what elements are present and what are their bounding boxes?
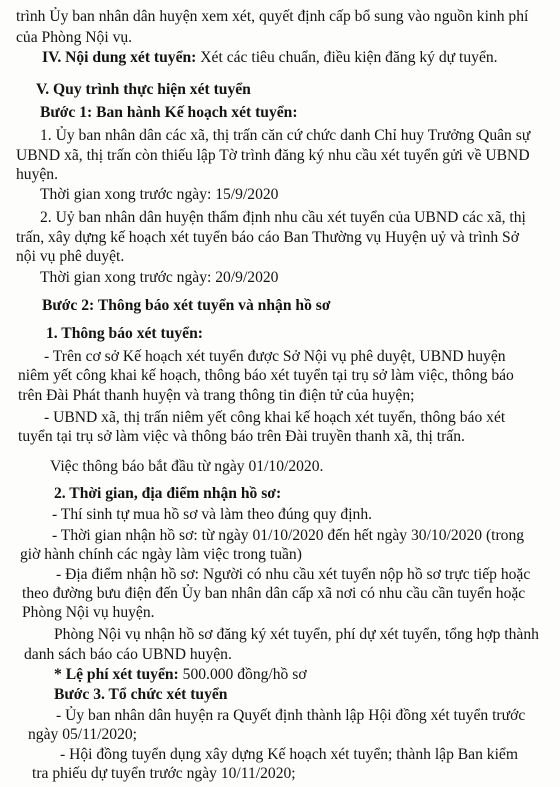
text-line: ngày 05/11/2020;	[28, 725, 138, 743]
text-line: Thời gian xong trước ngày: 20/9/2020	[40, 269, 279, 287]
text-line: theo đường bưu điện đến Ủy ban nhân dân cấp xã nơi có nhu cầu cần tuyển hoặc	[22, 585, 526, 603]
step3-heading: Bước 3. Tổ chức xét tuyển	[54, 686, 228, 703]
fee-line	[54, 666, 307, 684]
step2-heading: Bước 2: Thông báo xét tuyển và nhận hồ sơ	[42, 296, 331, 314]
text-line: Việc thông báo bắt đầu từ ngày 01/10/2020.	[50, 457, 324, 475]
section-iv-heading: IV. Nội dung xét tuyển:	[42, 49, 197, 67]
text-line: Phòng Nội vụ huyện.	[22, 604, 155, 622]
text-line: Thời gian xong trước ngày: 15/9/2020	[40, 185, 279, 203]
text-line: 2. Uỷ ban nhân dân huyện thẩm định nhu cầu xét tuyển của UBND các xã, thị	[40, 209, 526, 227]
text-line: danh sách báo cáo UBND huyện.	[24, 645, 232, 663]
text-line: - Địa điểm nhận hồ sơ: Người có nhu cầu xét tuyển nộp hồ sơ trực tiếp hoặc	[56, 565, 531, 583]
text-line: - Thí sinh tự mua hồ sơ và làm theo đúng quy định.	[52, 506, 373, 524]
text-line: tra phiếu dự tuyển trước ngày 10/11/2020;	[32, 765, 296, 782]
fee-label: * Lệ phí xét tuyển:	[54, 666, 179, 684]
text-line: giờ hành chính các ngày làm việc trong tuần)	[20, 545, 302, 563]
text-line: trấn, xây dựng kế hoạch xét tuyển báo cáo Ban Thường vụ Huyện uỷ và trình Sở	[16, 229, 519, 246]
text-line: niêm yết công khai kế hoạch, thông báo xét tuyển tại trụ sở làm việc, thông báo	[18, 367, 514, 385]
fee-value: 500.000 đồng/hồ sơ	[182, 666, 307, 684]
text-line: tuyển tại trụ sở làm việc và thông báo trên Đài truyền thanh xã, thị trấn.	[18, 428, 465, 446]
text-line: nội vụ phê duyệt.	[16, 247, 125, 265]
subsection-2-heading: 2. Thời gian, địa điểm nhận hồ sơ:	[54, 484, 282, 502]
text-line: huyện.	[16, 166, 59, 183]
text-line: trên Đài Phát thanh huyện và trang thông tin điện tử của huyện;	[18, 387, 415, 404]
text-line: UBND xã, thị trấn còn thiếu lập Tờ trình đăng ký nhu cầu xét tuyển gửi về UBND	[16, 147, 530, 165]
text-line: trình Ủy ban nhân dân huyện xem xét, quyết định cấp bổ sung vào nguồn kinh phí	[16, 8, 529, 25]
section-iv-text: Xét các tiêu chuẩn, điều kiện đăng ký dự tuyển.	[200, 49, 498, 67]
text-line: 1. Ủy ban nhân dân các xã, thị trấn căn cứ chức danh Chỉ huy Trưởng Quân sự	[40, 126, 531, 144]
text-line: - UBND xã, thị trấn niêm yết công khai kế hoạch xét tuyển, thông báo xét	[44, 408, 506, 426]
section-v-heading: V. Quy trình thực hiện xét tuyển	[36, 81, 251, 99]
text-line: - Thời gian nhận hồ sơ: từ ngày 01/10/2020 đến hết ngày 30/10/2020 (trong	[52, 527, 525, 545]
section-iv	[42, 49, 498, 67]
text-line: của Phòng Nội vụ.	[16, 28, 133, 46]
text-line: - Hội đồng tuyển dụng xây dựng Kế hoạch xét tuyển; thành lập Ban kiểm	[60, 746, 518, 764]
text-line: - Trên cơ sở Kế hoạch xét tuyển được Sở Nội vụ phê duyệt, UBND huyện	[44, 347, 506, 365]
subsection-1-heading: 1. Thông báo xét tuyển:	[46, 324, 203, 342]
step1-heading: Bước 1: Ban hành Kế hoạch xét tuyển:	[40, 103, 298, 121]
text-line: Phòng Nội vụ nhận hồ sơ đăng ký xét tuyển, phí dự xét tuyển, tổng hợp thành	[54, 625, 539, 643]
text-line: - Ủy ban nhân dân huyện ra Quyết định thành lập Hội đồng xét tuyển trước	[56, 706, 526, 724]
